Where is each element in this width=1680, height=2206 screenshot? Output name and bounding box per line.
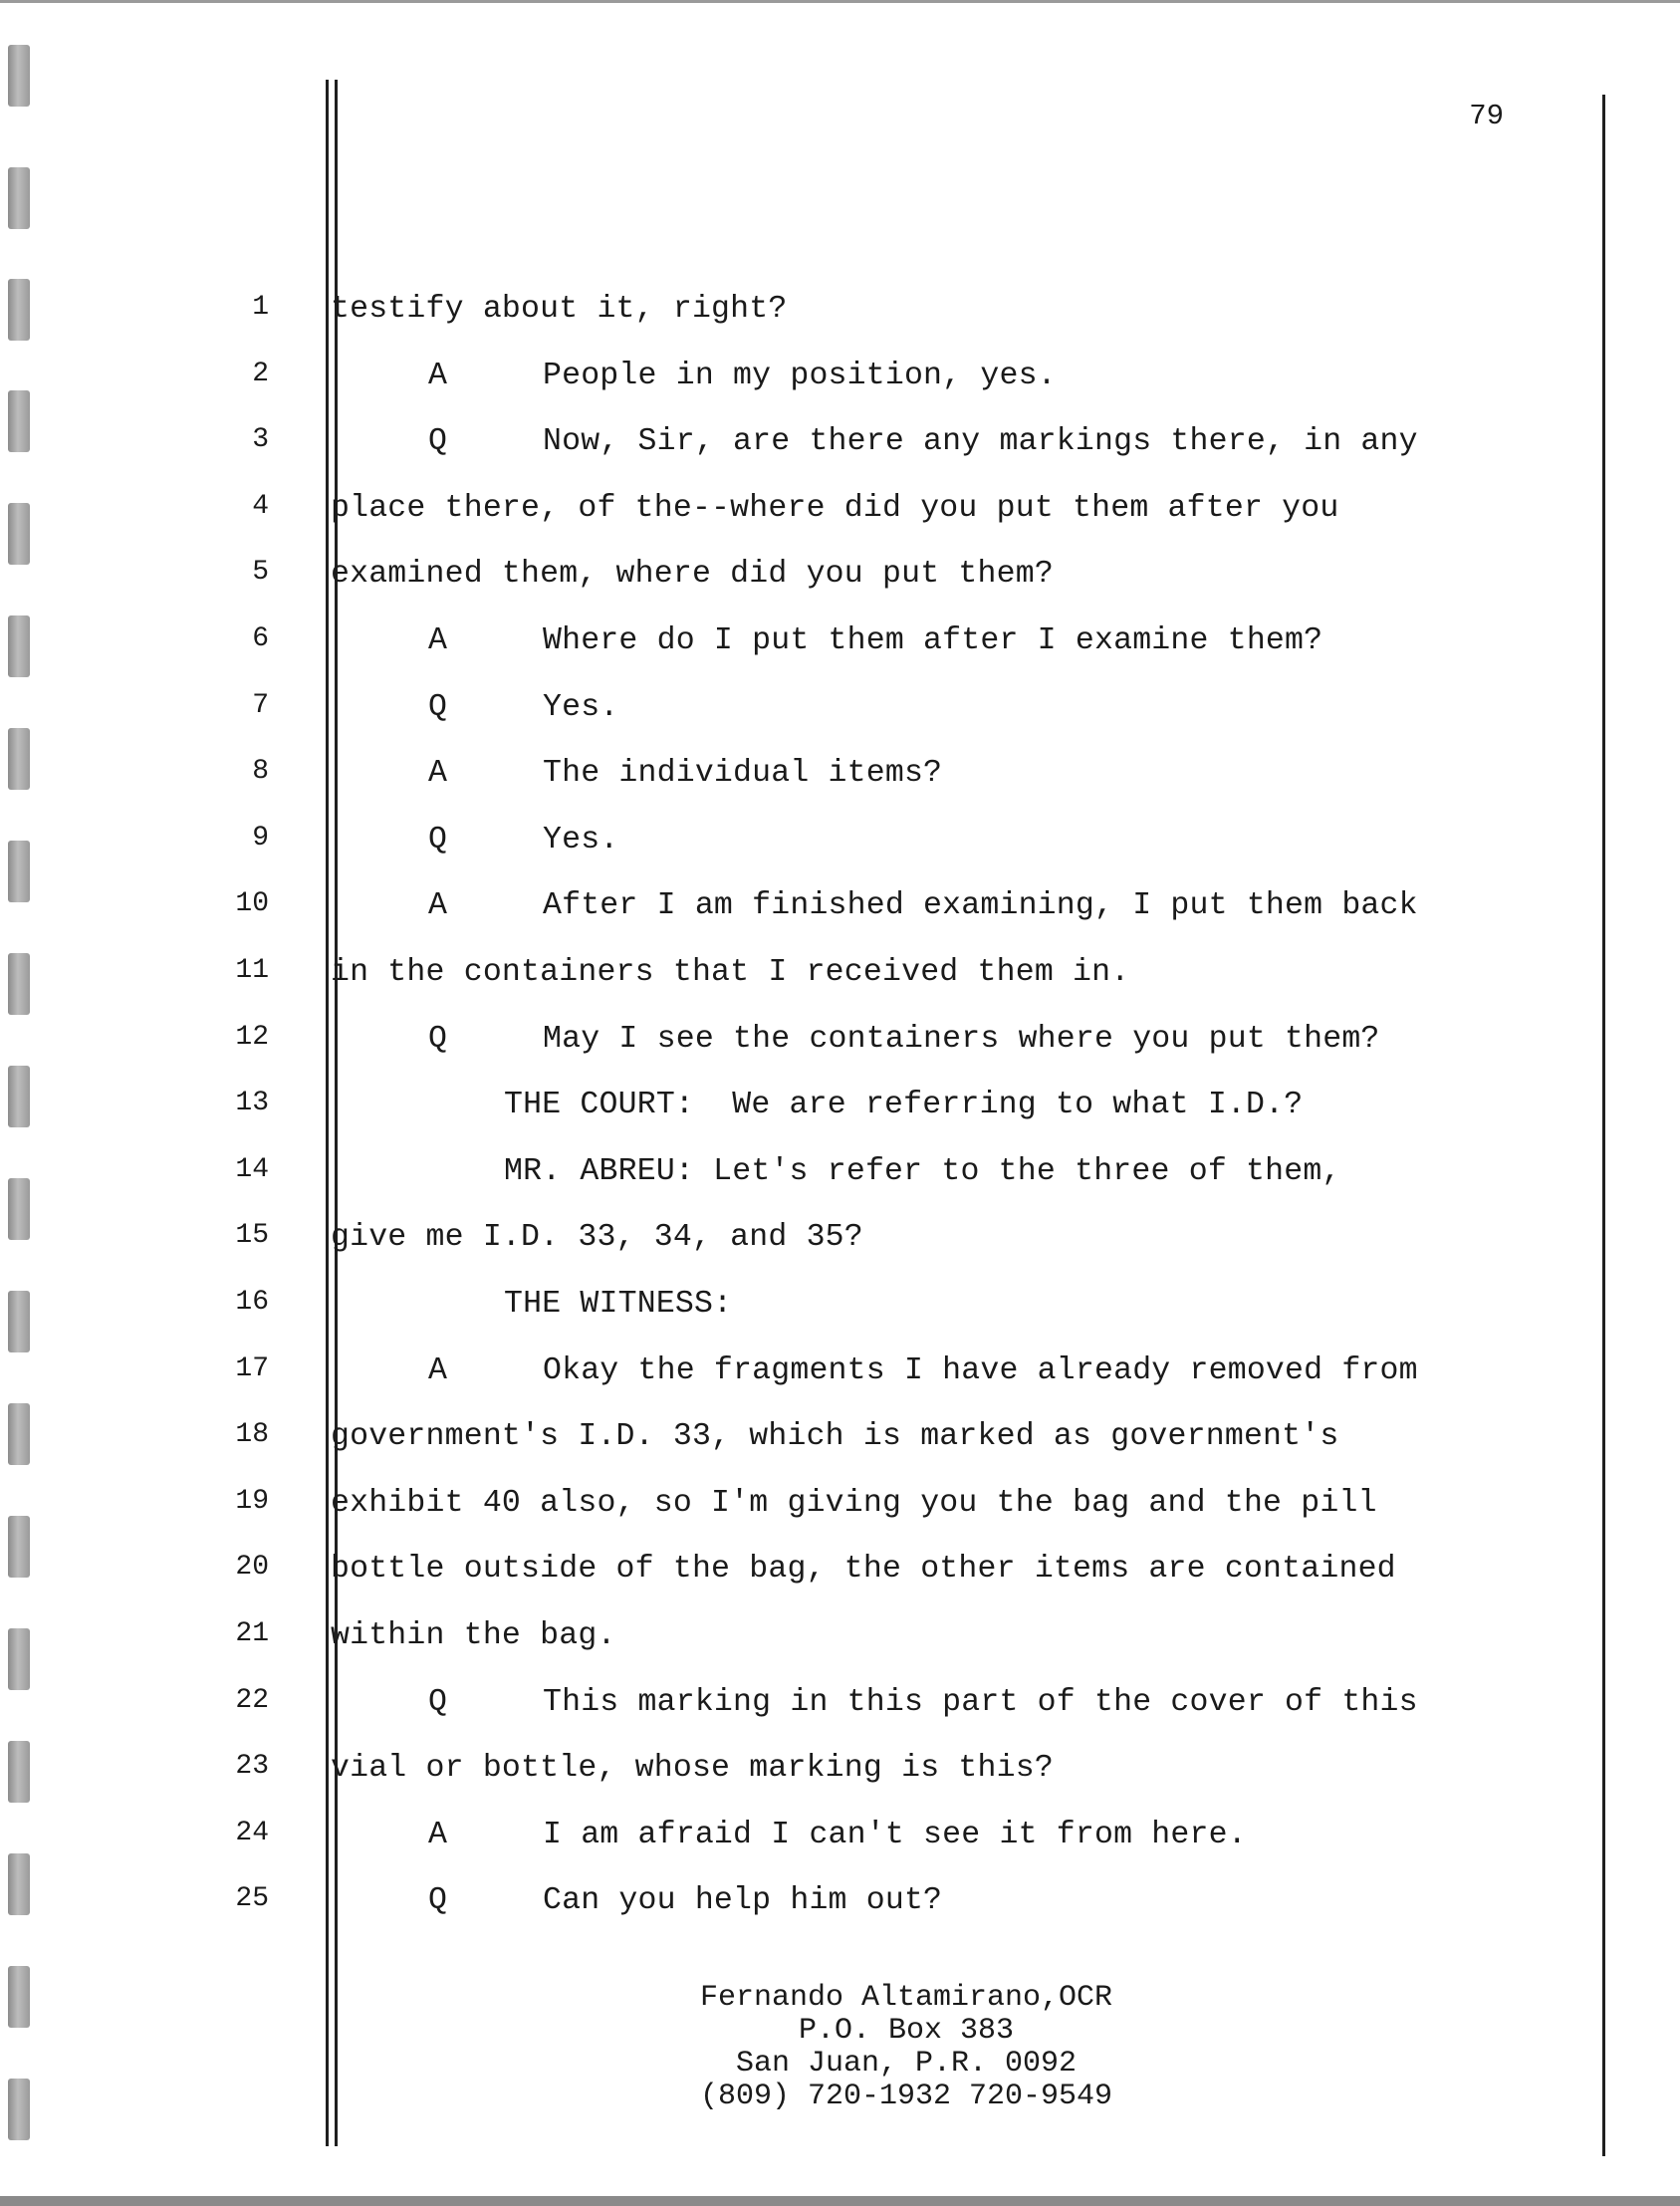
testimony-text: I am afraid I can't see it from here. <box>543 1817 1247 1852</box>
line-text <box>428 1022 1380 1057</box>
line-number: 21 <box>235 1618 269 1649</box>
line-number: 25 <box>235 1883 269 1915</box>
transcript-line <box>0 813 1680 878</box>
transcript-line <box>0 1409 1680 1475</box>
testimony-text: Now, Sir, are there any markings there, in any <box>543 424 1418 460</box>
line-number: 11 <box>235 955 269 986</box>
line-number: 9 <box>252 822 269 854</box>
testimony-text: Okay the fragments I have already removed from <box>543 1352 1418 1388</box>
speaker-label: Q <box>428 689 448 725</box>
transcript-line <box>0 945 1680 1011</box>
transcript-line <box>0 1144 1680 1210</box>
line-text: place there, of the--where did you put them after you <box>331 490 1339 526</box>
speaker-label: A <box>428 1817 448 1852</box>
line-number: 24 <box>235 1817 269 1848</box>
line-text <box>428 888 1418 923</box>
testimony-text: May I see the containers where you put them? <box>543 1021 1380 1057</box>
testimony-text: Yes. <box>543 822 619 858</box>
transcript-line <box>0 878 1680 944</box>
transcript-line <box>0 414 1680 480</box>
line-number: 3 <box>252 424 269 456</box>
speaker-label: A <box>428 358 448 393</box>
line-number: 6 <box>252 623 269 654</box>
line-number: 13 <box>235 1088 269 1119</box>
reporter-phone: (809) 720-1932 720-9549 <box>699 2080 1113 2113</box>
speaker-label: A <box>428 1352 448 1388</box>
court-reporter-footer <box>558 1982 1255 2113</box>
line-text: examined them, where did you put them? <box>331 557 1054 593</box>
transcript-line <box>0 1808 1680 1873</box>
testimony-text: Where do I put them after I examine them? <box>543 623 1323 658</box>
transcript-line <box>0 1476 1680 1542</box>
line-number: 19 <box>235 1485 269 1517</box>
line-number: 18 <box>235 1419 269 1451</box>
transcript-line <box>0 1277 1680 1343</box>
testimony-text: People in my position, yes. <box>543 358 1057 393</box>
speaker-label: A <box>428 888 448 924</box>
page-number: 79 <box>1469 100 1504 132</box>
transcript-line <box>0 1012 1680 1078</box>
line-number: 12 <box>235 1021 269 1053</box>
speaker-label: Q <box>428 424 448 460</box>
speaker-label: A <box>428 756 448 792</box>
speaker-label: Q <box>428 1684 448 1720</box>
line-text <box>428 823 618 858</box>
line-text: give me I.D. 33, 34, and 35? <box>331 1220 863 1256</box>
line-text: testify about it, right? <box>331 292 788 327</box>
line-number: 2 <box>252 358 269 389</box>
line-number: 14 <box>235 1153 269 1185</box>
speaker-label: Q <box>428 1021 448 1057</box>
transcript-line <box>0 1675 1680 1741</box>
line-number: 17 <box>235 1352 269 1384</box>
line-text: government's I.D. 33, which is marked as government's <box>331 1419 1339 1455</box>
transcript-line <box>0 680 1680 746</box>
line-number: 16 <box>235 1287 269 1318</box>
line-text <box>428 1353 1418 1388</box>
transcript-line <box>0 282 1680 348</box>
line-number: 10 <box>235 888 269 920</box>
line-text: within the bag. <box>331 1618 616 1653</box>
line-text: in the containers that I received them in. <box>331 955 1130 990</box>
line-text <box>428 1685 1418 1720</box>
testimony-text: After I am finished examining, I put them back <box>543 888 1418 924</box>
testimony-text: This marking in this part of the cover of this <box>543 1684 1418 1720</box>
line-number: 23 <box>235 1751 269 1783</box>
line-text <box>428 1818 1247 1852</box>
line-number: 7 <box>252 689 269 721</box>
line-text <box>428 690 618 725</box>
transcript-line <box>0 349 1680 414</box>
line-text: vial or bottle, whose marking is this? <box>331 1751 1054 1787</box>
line-number: 15 <box>235 1220 269 1252</box>
transcript-line <box>0 1210 1680 1276</box>
line-text: MR. ABREU: Let's refer to the three of them, <box>504 1153 1341 1189</box>
line-number: 8 <box>252 756 269 788</box>
line-number: 20 <box>235 1552 269 1584</box>
line-text: THE WITNESS: <box>504 1287 733 1322</box>
line-number: 4 <box>252 490 269 522</box>
line-text <box>428 424 1418 459</box>
transcript-line <box>0 1078 1680 1143</box>
reporter-po-box: P.O. Box 383 <box>798 2014 1015 2048</box>
line-text <box>428 756 942 791</box>
testimony-text: The individual items? <box>543 756 943 792</box>
line-text: bottle outside of the bag, the other items are contained <box>331 1552 1396 1588</box>
reporter-city: San Juan, P.R. 0092 <box>735 2047 1078 2081</box>
testimony-text: Can you help him out? <box>543 1883 943 1919</box>
transcript-line <box>0 1608 1680 1674</box>
transcript-line <box>0 746 1680 812</box>
line-number: 1 <box>252 292 269 323</box>
transcript-line <box>0 1344 1680 1409</box>
line-text <box>428 359 1057 393</box>
speaker-label: Q <box>428 1883 448 1919</box>
speaker-label: Q <box>428 822 448 858</box>
transcript-line <box>0 1542 1680 1607</box>
speaker-label: A <box>428 623 448 658</box>
line-text <box>428 1883 942 1918</box>
line-number: 5 <box>252 557 269 589</box>
line-text <box>428 623 1322 658</box>
transcript-line <box>0 547 1680 613</box>
transcript-line <box>0 481 1680 547</box>
transcript-line <box>0 613 1680 679</box>
line-text: THE COURT: We are referring to what I.D.? <box>504 1088 1304 1123</box>
line-number: 22 <box>235 1684 269 1716</box>
testimony-text: Yes. <box>543 689 619 725</box>
reporter-name: Fernando Altamirano,OCR <box>699 1981 1113 2015</box>
transcript-line <box>0 1873 1680 1939</box>
transcript-line <box>0 1741 1680 1807</box>
line-text: exhibit 40 also, so I'm giving you the bag and the pill <box>331 1485 1377 1521</box>
